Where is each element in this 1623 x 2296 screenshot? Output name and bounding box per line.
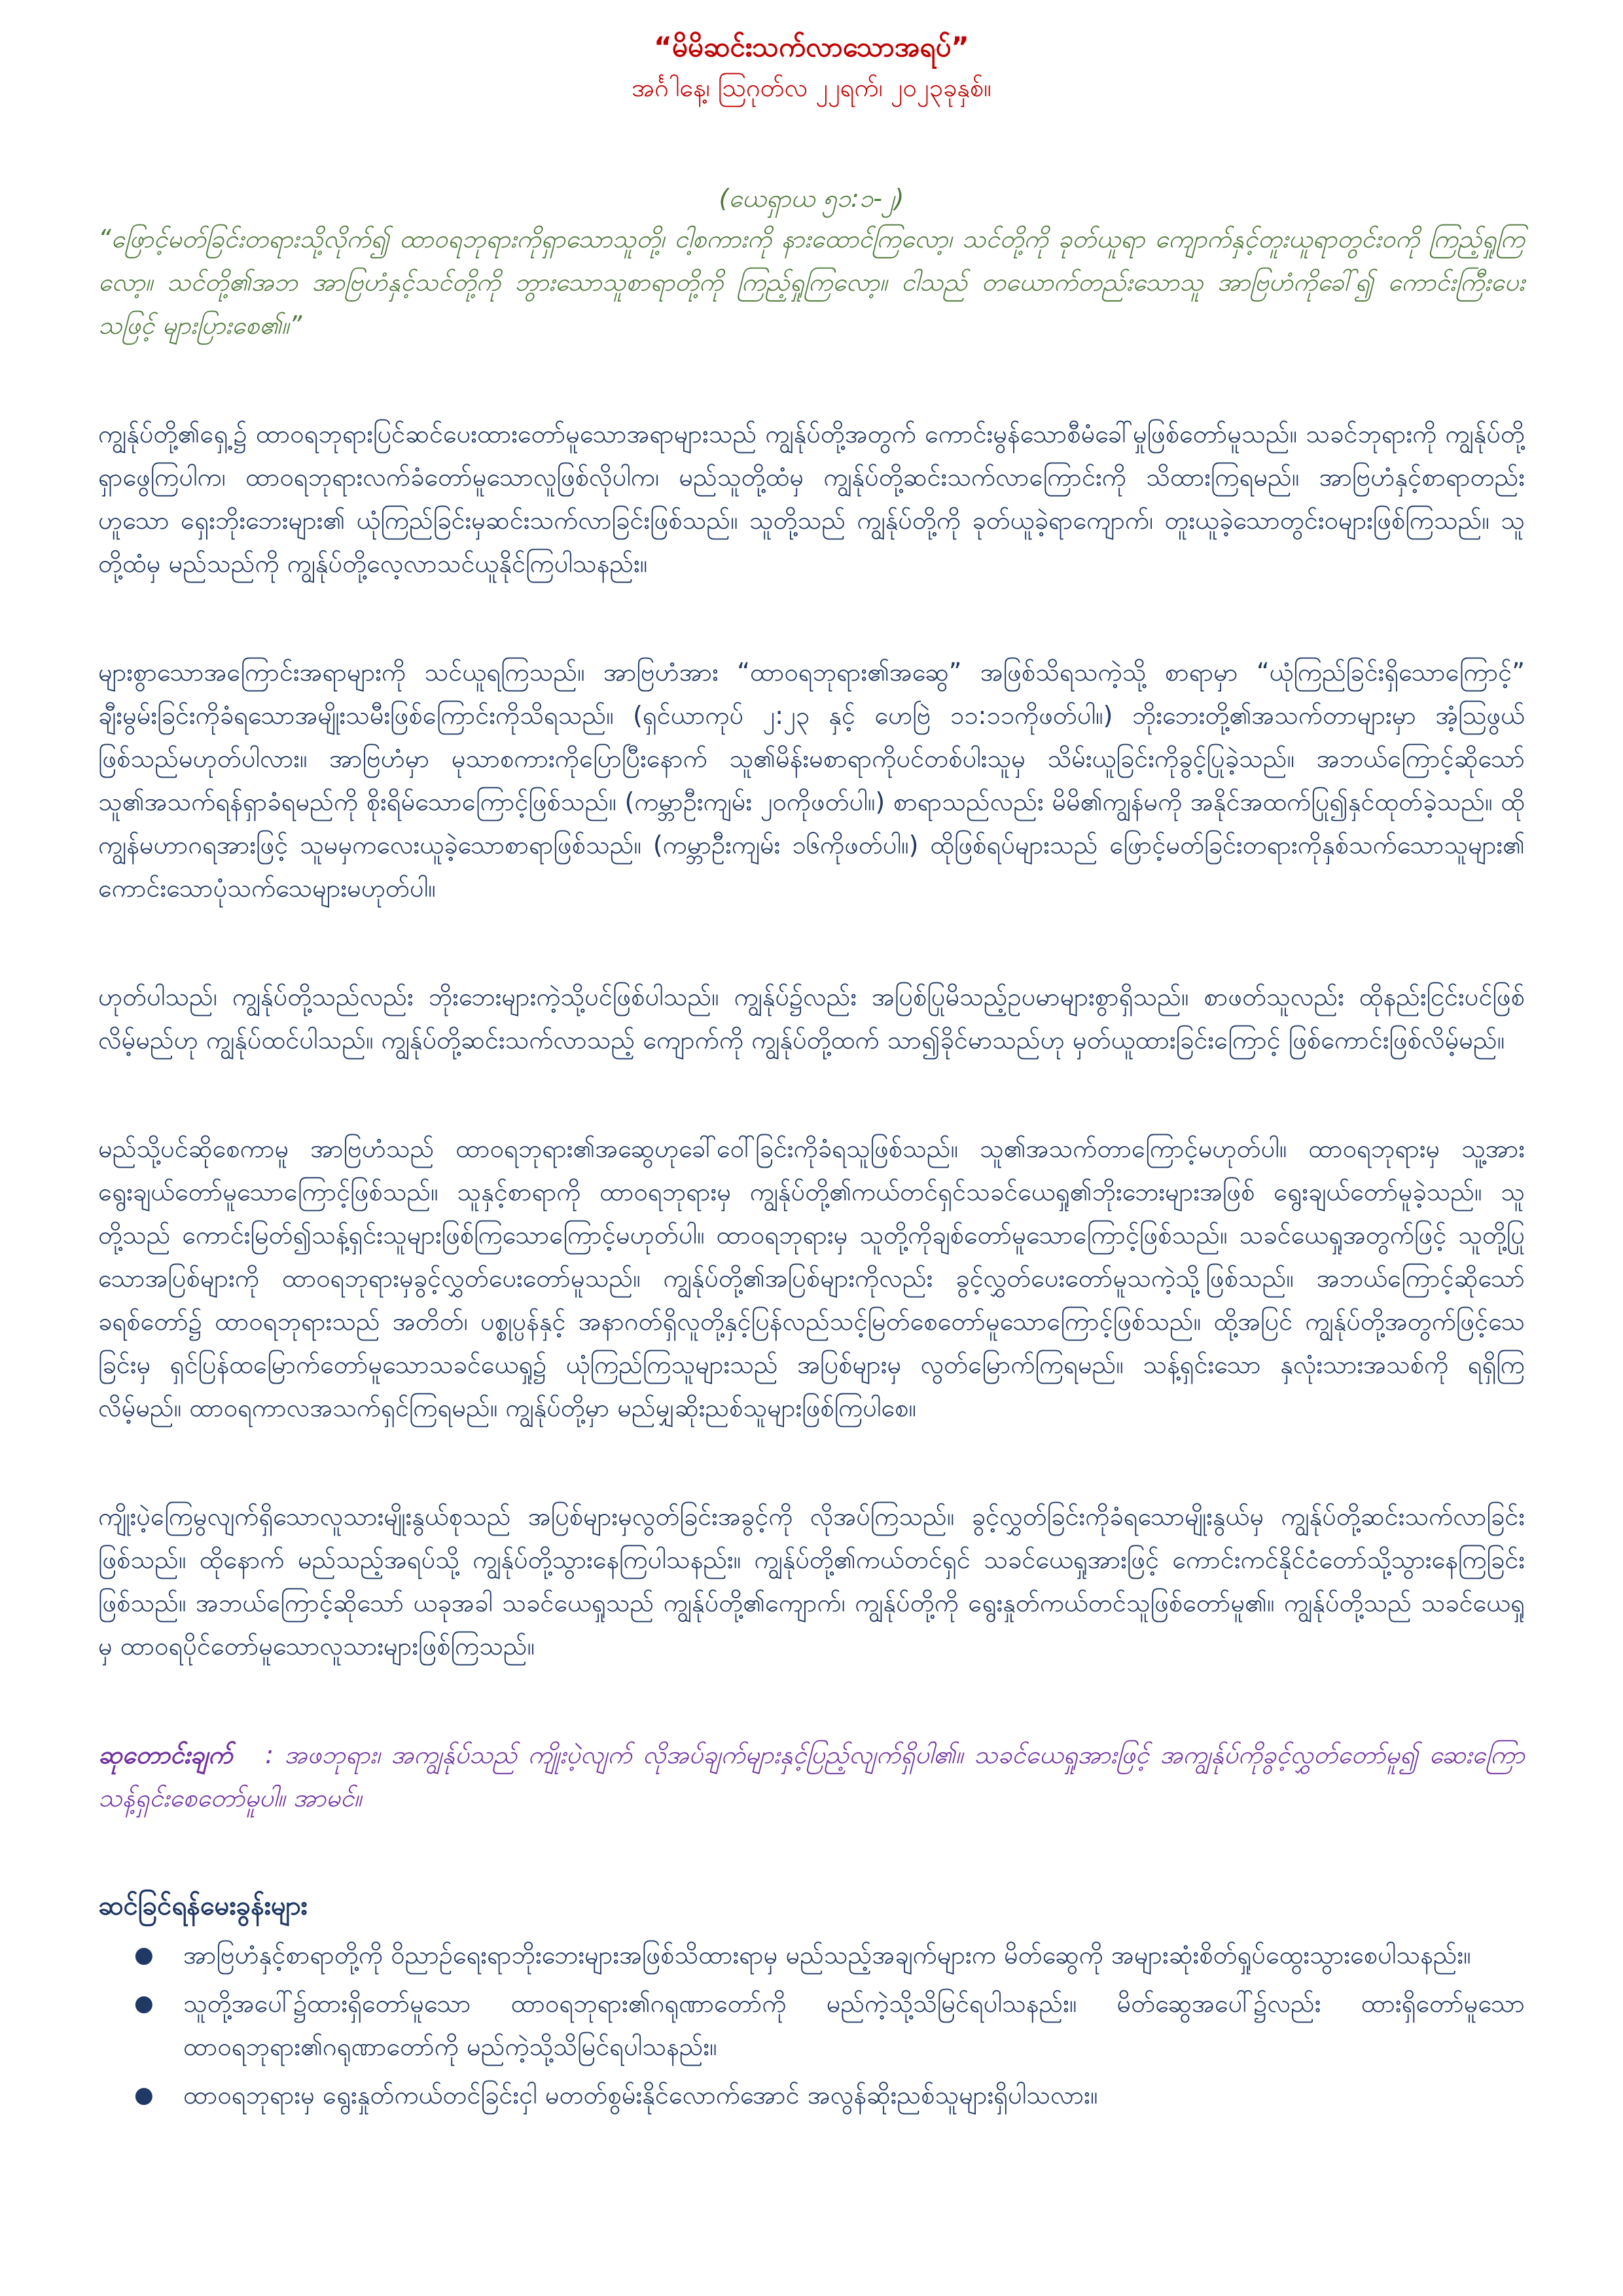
question-text: သူတို့အပေါ်၌ထားရှိတော်မူသော ထာဝရဘုရား၏ဂရုဏာတော်ကို မည်ကဲ့သို့သိမြင်ရပါသနည်း။ မိတ်ဆွေအပေါ်၌လည်း ထားရှိတော်မူသော ထာဝရဘုရား၏ဂရုဏာတော်ကို မည်ကဲ့သို့သိမြင်ရပါသနည်း။ [183, 1989, 1525, 2061]
body-paragraph-5: ကျိုးပဲ့ကြေမွလျက်ရှိသောလူသားမျိုးနွယ်စုသည် အပြစ်များမှလွတ်ခြင်းအခွင့်ကို လိုအပ်ကြသည်။ ခွင့်လွှတ်ခြင်းကိုခံရသောမျိုးနွယ်မှ ကျွန်ုပ်တို့ဆင်းသက်လာခြင်းဖြစ်သည်။ ထိုနောက် မည်သည့်အရပ်သို့ ကျွန်ုပ်တို့သွားနေကြပါသနည်း။ ကျွန်ုပ်တို့၏ကယ်တင်ရှင် သခင်ယေရှုအားဖြင့် ကောင်းကင်နိုင်ငံတော်သို့သွားနေကြခြင်းဖြစ်သည်။ အဘယ်ကြောင့်ဆိုသော် ယခုအခါ သခင်ယေရှုသည် ကျွန်ုပ်တို့၏ကျောက်၊ ကျွန်ုပ်တို့ကို ရွေးနှုတ်ကယ်တင်သူဖြစ်တော်မူ၏။ ကျွန်ုပ်တို့သည် သခင်ယေရှုမှ ထာဝရပိုင်တော်မူသောလူသားများဖြစ်ကြသည်။ [98, 1502, 1525, 1660]
question-item [134, 1933, 1525, 1977]
scripture-reference: (ယေရှာယ ၅၁:၁-၂) [719, 184, 904, 213]
question-text: ထာဝရဘုရားမှ ရွေးနှုတ်ကယ်တင်ခြင်းငှါ မတတ်စွမ်းနိုင်လောက်အောင် အလွန်ဆိုးညစ်သူများရှိပါသလား။ [183, 2081, 1098, 2109]
body-paragraph-1: ကျွန်ုပ်တို့၏ရှေ့၌ ထာဝရဘုရားပြင်ဆင်ပေးထားတော်မူသောအရာများသည် ကျွန်ုပ်တို့အတွက် ကောင်းမွန်သောစီမံခေါ်မှုဖြစ်တော်မူသည်။ သခင်ဘုရားကို ကျွန်ုပ်တို့ရှာဖွေကြပါက၊ ထာဝရဘုရားလက်ခံတော်မူသောလူဖြစ်လိုပါက၊ မည်သူတို့ထံမှ ကျွန်ုပ်တို့ဆင်းသက်လာကြောင်းကို သိထားကြရမည်။ အာဗြဟံနှင့်စာရာတည်းဟူသော ရှေးဘိုးဘေးများ၏ ယုံကြည်ခြင်းမှဆင်းသက်လာခြင်းဖြစ်သည်။ သူတို့သည် ကျွန်ုပ်တို့ကို ခုတ်ယူခဲ့ရာကျောက်၊ တူးယူခဲ့သောတွင်းဝများဖြစ်ကြသည်။ သူတို့ထံမှ မည်သည်ကို ကျွန်ုပ်တို့လေ့လာသင်ယူနိုင်ကြပါသနည်း။ [98, 420, 1525, 578]
devotional-page [98, 26, 1525, 2122]
page-title: “မိမိဆင်းသက်လာသောအရပ်” [654, 31, 969, 63]
prayer-text: : အဖဘုရား၊ အကျွန်ုပ်သည် ကျိုးပဲ့လျက် လိုအပ်ချက်များနှင့်ပြည့်လျက်ရှိပါ၏။ သခင်ယေရှုအားဖြင့် အကျွန်ုပ်ကိုခွင့်လွှတ်တော်မူ၍ ဆေးကြောသန့်ရှင်းစေတော်မူပါ။ အာမင်။ [98, 1740, 1525, 1812]
page-date: အင်္ဂါနေ့၊ ဩဂုတ်လ ၂၂ရက်၊ ၂၀၂၃ခုနှစ်။ [632, 73, 991, 102]
body-paragraph-4: မည်သို့ပင်ဆိုစေကာမူ အာဗြဟံသည် ထာဝရဘုရား၏အဆွေဟုခေါ်ဝေါ်ခြင်းကိုခံရသူဖြစ်သည်။ သူ၏အသက်တာကြောင့်မဟုတ်ပါ။ ထာဝရဘုရားမှ သူ့အားရွေးချယ်တော်မူသောကြောင့်ဖြစ်သည်။ သူနှင့်စာရာကို ထာဝရဘုရားမှ ကျွန်ုပ်တို့၏ကယ်တင်ရှင်သခင်ယေရှု၏ဘိုးဘေးများအဖြစ် ရွေးချယ်တော်မူခဲ့သည်။ သူတို့သည် ကောင်းမြတ်၍သန့်ရှင်းသူများဖြစ်ကြသောကြောင့်မဟုတ်ပါ။ ထာဝရဘုရားမှ သူတို့ကိုချစ်တော်မူသောကြောင့်ဖြစ်သည်။ သခင်ယေရှုအတွက်ဖြင့် သူတို့ပြုသောအပြစ်များကို ထာဝရဘုရားမှခွင့်လွှတ်ပေးတော်မူသည်။ ကျွန်ုပ်တို့၏အပြစ်များကိုလည်း ခွင့်လွှတ်ပေးတော်မူသကဲ့သို့ဖြစ်သည်။ အဘယ်ကြောင့်ဆိုသော် ခရစ်တော်၌ ထာဝရဘုရားသည် အတိတ်၊ ပစ္စုပ္ပန်နှင့် အနာဂတ်ရှိလူတို့နှင့်ပြန်လည်သင့်မြတ်စေတော်မူသောကြောင့်ဖြစ်သည်။ ထို့အပြင် ကျွန်ုပ်တို့အတွက်ဖြင့်သေခြင်းမှ ရှင်ပြန်ထမြောက်တော်မူသောသခင်ယေရှု၌ ယုံကြည်ကြသူများသည် အပြစ်များမှ လွတ်မြောက်ကြရမည်။ သန့်ရှင်းသော နှလုံးသားအသစ်ကို ရရှိကြလိမ့်မည်။ ထာဝရကာလအသက်ရှင်ကြရမည်။ ကျွန်ုပ်တို့မှာ မည်မျှဆိုးညစ်သူများဖြစ်ကြပါစေ။ [98, 1134, 1525, 1422]
bullet-icon: ● [134, 1990, 154, 2017]
questions-heading: ဆင်ခြင်ရန်မေးခွန်းများ [98, 1891, 308, 1921]
question-item [134, 1982, 1525, 2068]
question-text: အာဗြဟံနှင့်စာရာတို့ကို ဝိညာဉ်ရေးရာဘိုးဘေးများအဖြစ်သိထားရာမှ မည်သည့်အချက်များက မိတ်ဆွေကို အများဆုံးစိတ်ရှုပ်ထွေးသွားစေပါသနည်း။ [183, 1941, 1471, 1969]
prayer-block [98, 1733, 1525, 1820]
bullet-icon: ● [134, 1942, 154, 1968]
question-item [134, 2073, 1525, 2117]
body-paragraph-2: များစွာသောအကြောင်းအရာများကို သင်ယူရကြသည်။ အာဗြဟံအား “ထာဝရဘုရား၏အဆွေ” အဖြစ်သိရသကဲ့သို့ စာရာမှာ “ယုံကြည်ခြင်းရှိသောကြောင့်” ချီးမွမ်းခြင်းကိုခံရသောအမျိုးသမီးဖြစ်ကြောင်းကိုသိရသည်။ (ရှင်ယာကုပ် ၂:၂၃ နှင့် ဟေဗြဲ ၁၁:၁၁ကိုဖတ်ပါ။) ဘိုးဘေးတို့၏အသက်တာများမှာ အံ့သြဖွယ်ဖြစ်သည်မဟုတ်ပါလား။ အာဗြဟံမှာ မုသာစကားကိုပြောပြီးနောက် သူ၏မိန်းမစာရာကိုပင်တစ်ပါးသူမှ သိမ်းယူခြင်းကိုခွင့်ပြုခဲ့သည်။ အဘယ်ကြောင့်ဆိုသော် သူ၏အသက်ရန်ရှာခံရမည်ကို စိုးရိမ်သောကြောင့်ဖြစ်သည်။ (ကမ္ဘာဦးကျမ်း ၂၀ကိုဖတ်ပါ။) စာရာသည်လည်း မိမိ၏ကျွန်မကို အနိုင်အထက်ပြု၍နှင်ထုတ်ခဲ့သည်။ ထိုကျွန်မဟာဂရအားဖြင့် သူမမှကလေးယူခဲ့သောစာရာဖြစ်သည်။ (ကမ္ဘာဦးကျမ်း ၁၆ကိုဖတ်ပါ။) ထိုဖြစ်ရပ်များသည် ဖြောင့်မတ်ခြင်းတရားကိုနှစ်သက်သောသူများ၏ ကောင်းသောပုံသက်သေများမဟုတ်ပါ။ [98, 658, 1525, 903]
bullet-icon: ● [134, 2082, 154, 2108]
prayer-label: ဆုတောင်းချက် [98, 1740, 233, 1769]
body-paragraph-3: ဟုတ်ပါသည်၊ ကျွန်ုပ်တို့သည်လည်း ဘိုးဘေးများကဲ့သို့ပင်ဖြစ်ပါသည်။ ကျွန်ုပ်၌လည်း အပြစ်ပြုမိသည့်ဥပမာများစွာရှိသည်။ စာဖတ်သူလည်း ထိုနည်းငြင်းပင်ဖြစ်လိမ့်မည်ဟု ကျွန်ုပ်ထင်ပါသည်။ ကျွန်ုပ်တို့ဆင်းသက်လာသည့် ကျောက်ကို ကျွန်ုပ်တို့ထက် သာ၍ခိုင်မာသည်ဟု မှတ်ယူထားခြင်းကြောင့် ဖြစ်ကောင်းဖြစ်လိမ့်မည်။ [98, 982, 1525, 1054]
questions-list [98, 1933, 1525, 2117]
scripture-text: “ဖြောင့်မတ်ခြင်းတရားသို့လိုက်၍ ထာဝရဘုရားကိုရှာသောသူတို့၊ ငါ့စကားကို နားထောင်ကြလော့၊ သင်တို့ကို ခုတ်ယူရာ ကျောက်နှင့်တူးယူရာတွင်းဝကို ကြည့်ရှုကြလော့။ သင်တို့၏အဘ အာဗြဟံနှင့်သင်တို့ကို ဘွားသောသူစာရာတို့ကို ကြည့်ရှုကြလော့။ ငါသည် တယောက်တည်းသောသူ အာဗြဟံကိုခေါ်၍ ကောင်းကြီးပေးသဖြင့် များပြားစေ၏။” [98, 224, 1525, 340]
